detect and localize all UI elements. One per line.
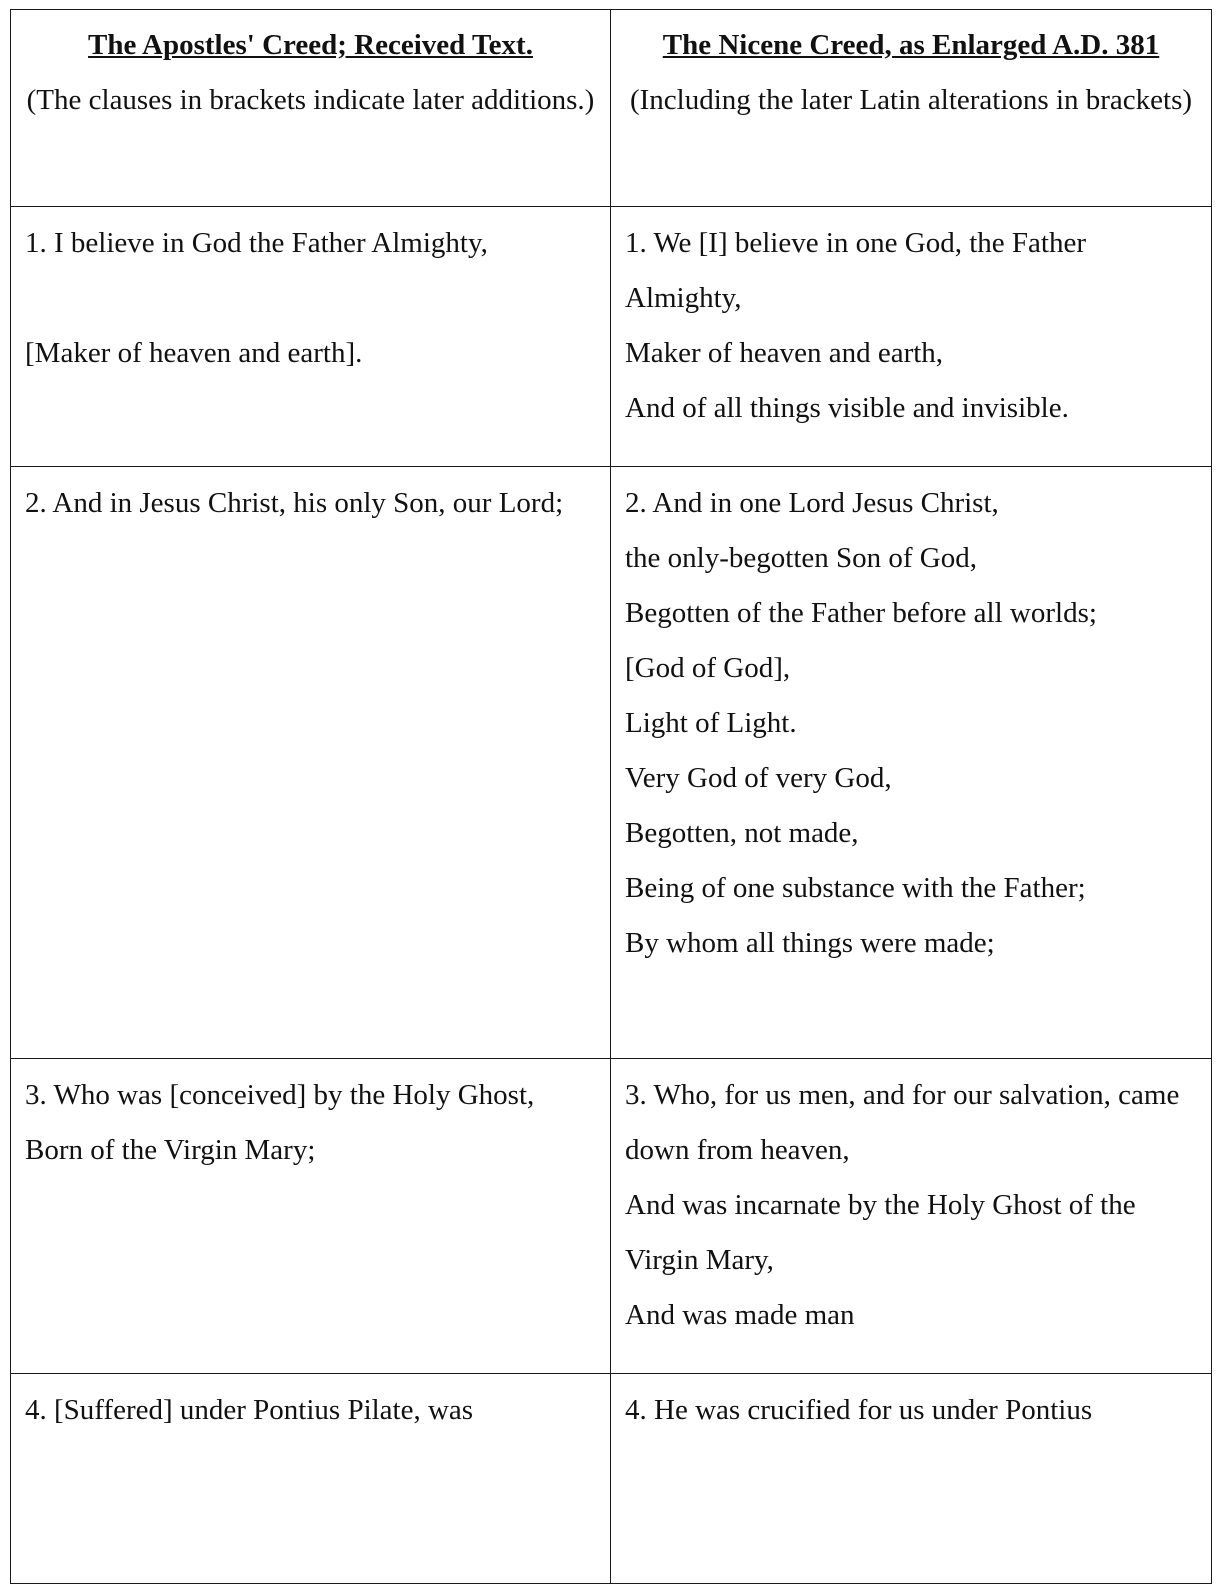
clause-line: Born of the Virgin Mary; <box>25 1134 316 1166</box>
clause-line: And was incarnate by the Holy Ghost of the Virgin Mary, <box>625 1189 1136 1276</box>
clause-line: Being of one substance with the Father; <box>625 872 1086 904</box>
clause-line: the only-begotten Son of God, <box>625 542 977 574</box>
apostles-creed-title: The Apostles' Creed; Received Text. <box>88 29 533 61</box>
table-row <box>11 207 1212 467</box>
nicene-creed-subtitle: (Including the later Latin alterations in brackets) <box>629 84 1193 116</box>
clause-line: [God of God], <box>625 652 791 684</box>
table-header-row <box>11 10 1212 207</box>
table-row <box>11 1374 1212 1584</box>
apostles-clause-2 <box>11 467 611 1059</box>
apostles-clause-4 <box>11 1374 611 1584</box>
creed-comparison-table <box>10 9 1212 1584</box>
clause-line: 2. And in one Lord Jesus Christ, <box>625 487 999 519</box>
clause-line: By whom all things were made; <box>625 927 995 959</box>
clause-line: 4. [Suffered] under Pontius Pilate, was <box>25 1394 474 1426</box>
clause-line: 4. He was crucified for us under Pontius <box>625 1394 1093 1426</box>
clause-line: 2. And in Jesus Christ, his only Son, our Lord; <box>25 487 564 519</box>
apostles-creed-header <box>11 10 611 207</box>
clause-line: Maker of heaven and earth, <box>625 337 944 369</box>
apostles-clause-3 <box>11 1059 611 1374</box>
nicene-clause-4 <box>611 1374 1212 1584</box>
clause-line: And of all things visible and invisible. <box>625 392 1069 424</box>
nicene-clause-3 <box>611 1059 1212 1374</box>
apostles-creed-subtitle: (The clauses in brackets indicate later additions.) <box>26 84 595 116</box>
clause-line: 1. We [I] believe in one God, the Father Almighty, <box>625 227 1086 314</box>
apostles-clause-1 <box>11 207 611 467</box>
clause-line-blank <box>25 271 596 326</box>
clause-line: 1. I believe in God the Father Almighty, <box>25 227 488 259</box>
clause-line: Light of Light. <box>625 707 797 739</box>
clause-line: Very God of very God, <box>625 762 892 794</box>
clause-line: 3. Who, for us men, and for our salvation, came down from heaven, <box>625 1079 1180 1166</box>
clause-line: [Maker of heaven and earth]. <box>25 337 363 369</box>
nicene-clause-2 <box>611 467 1212 1059</box>
nicene-clause-1 <box>611 207 1212 467</box>
clause-line: And was made man <box>625 1299 855 1331</box>
table-row <box>11 467 1212 1059</box>
nicene-creed-title: The Nicene Creed, as Enlarged A.D. 381 <box>662 29 1160 61</box>
table-row <box>11 1059 1212 1374</box>
clause-line: 3. Who was [conceived] by the Holy Ghost, <box>25 1079 535 1111</box>
clause-line: Begotten of the Father before all worlds; <box>625 597 1097 629</box>
clause-line: Begotten, not made, <box>625 817 859 849</box>
nicene-creed-header <box>611 10 1212 207</box>
